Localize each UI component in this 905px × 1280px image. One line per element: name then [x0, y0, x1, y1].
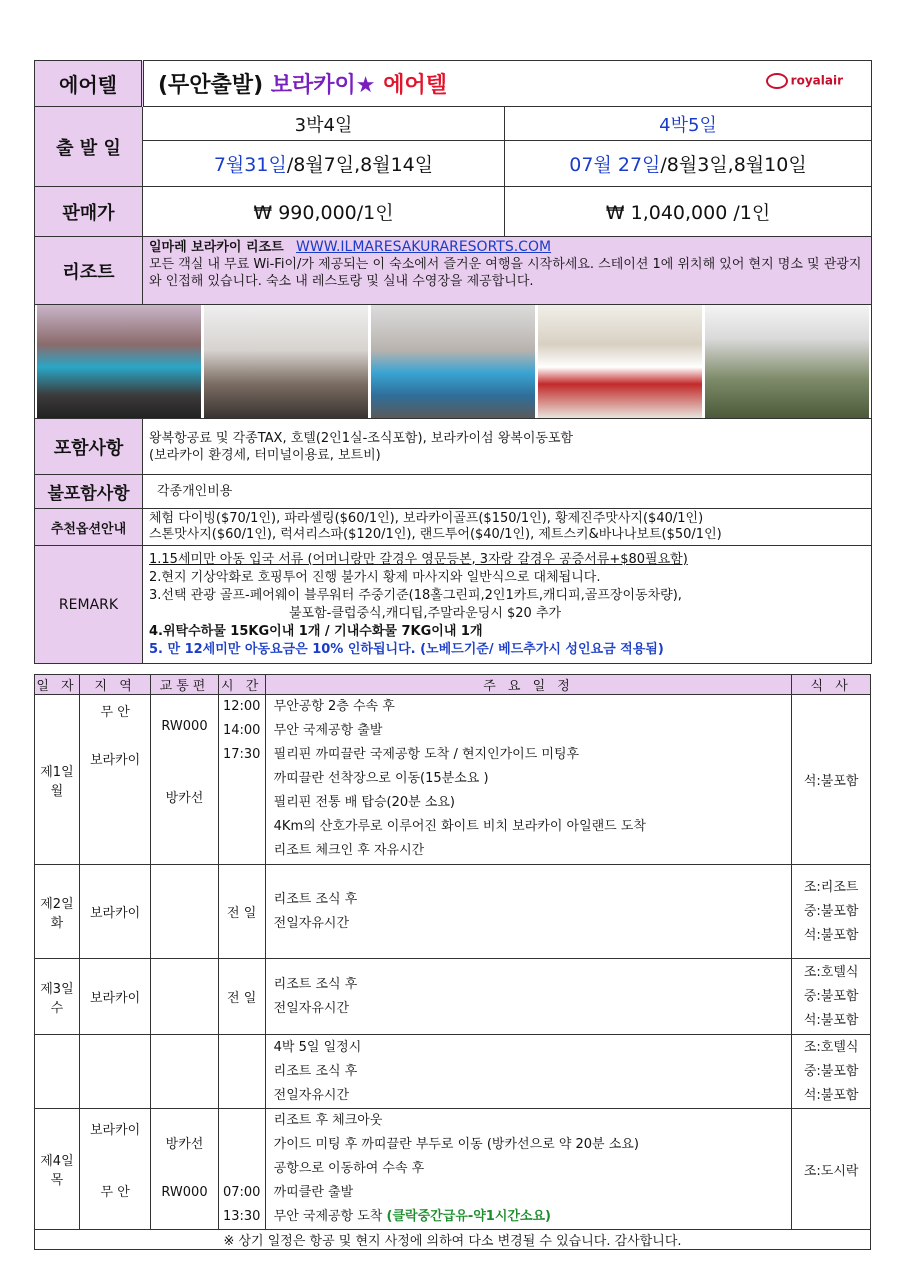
- day3-time: 전 일: [218, 959, 265, 1035]
- departure-label: 출 발 일: [35, 107, 143, 187]
- extra-meal: 조:호텔식 중:불포함 석:불포함: [792, 1035, 871, 1109]
- options-text: 체험 다이빙($70/1인), 파라셀링($60/1인), 보라카이골프($150/1인), 황제진주맛사지($40/1인) 스톤맛사지($60/1인), 럭셔리스파($120/1인), 랜드투어($40/1인), 제트스키&바나나보트($50/1인): [143, 509, 872, 546]
- price-option2: ₩ 1,040,000 /1인: [505, 187, 872, 237]
- excluded-label: 불포함사항: [35, 475, 143, 509]
- day1-label: 제1일 월: [35, 695, 80, 865]
- day2-meal: 조:리조트 중:불포함 석:불포함: [792, 865, 871, 959]
- col-header-time: 시 간: [218, 675, 265, 695]
- day3-transport: [151, 959, 218, 1035]
- resort-photo-5: [705, 305, 869, 418]
- info-table: [34, 60, 872, 664]
- included-text: 왕복항공료 및 각종TAX, 호텔(2인1실-조식포함), 보라카이섬 왕복이동포함 (보라카이 환경세, 터미널이용료, 보트비): [143, 419, 872, 475]
- header-label: 에어텔: [35, 61, 143, 107]
- flyer: [34, 60, 871, 1250]
- day2-transport: [151, 865, 218, 959]
- photo-strip: [35, 305, 872, 419]
- col-header-meal: 식 사: [792, 675, 871, 695]
- resort-photo-1: [37, 305, 201, 418]
- options-label: 추천옵션안내: [35, 509, 143, 546]
- remark-label: REMARK: [35, 546, 143, 664]
- extra-itinerary: 4박 5일 일정시 리조트 조식 후 전일자유시간: [265, 1035, 792, 1109]
- day3-label: 제3일 수: [35, 959, 80, 1035]
- plane-icon: [766, 73, 788, 89]
- day1-transport: RW000 방카선: [151, 695, 218, 865]
- col-header-date: 일 자: [35, 675, 80, 695]
- day1-region: 무 안 보라카이: [79, 695, 150, 865]
- day2-time: 전 일: [218, 865, 265, 959]
- remark-text: 1.15세미만 아동 입국 서류 (어머니랑만 갈경우 영문등본, 3자랑 갈경우 공증서류+$80필요함) 2.현지 기상악화로 호핑투어 진행 불가시 황제 마사지와 일반식으로 대체됩니다. 3.선택 관광 골프-페어웨이 블루워터 주중기준(18홀그린피,2인1카트,캐디피,골프장이동차량), 불포함-클럽중식,캐디팁,주말라운딩시 $20 추가 4.위탁수하물 15KG이내 1개 / 기내수화물 7KG이내 1개 5. 만 12세미만 아동요금은 10% 인하됩니다. (노베드기준/ 베드추가시 성인요금 적용됨): [143, 546, 872, 664]
- resort-photo-4: [538, 305, 702, 418]
- royalair-logo: royalair: [766, 73, 843, 89]
- day3-meal: 조:호텔식 중:불포함 석:불포함: [792, 959, 871, 1035]
- price-label: 판매가: [35, 187, 143, 237]
- schedule-footer-note: ※ 상기 일정은 항공 및 현지 사정에 의하여 다소 변경될 수 있습니다. 감사합니다.: [35, 1230, 871, 1250]
- header-title-cell: [143, 61, 872, 107]
- day2-row: [35, 865, 871, 959]
- day1-row: [35, 695, 871, 865]
- day4-time: 07:00 13:30: [218, 1109, 265, 1230]
- schedule-table: [34, 674, 871, 1250]
- header-title: (무안출발) 보라카이★ 에어텔: [158, 73, 447, 98]
- day4-row: [35, 1109, 871, 1230]
- day2-region: 보라카이: [79, 865, 150, 959]
- day1-meal: 석:불포함: [792, 695, 871, 865]
- day4-meal: 조:도시락: [792, 1109, 871, 1230]
- resort-photo-3: [371, 305, 535, 418]
- day4-transport: 방카선 RW000: [151, 1109, 218, 1230]
- day2-label: 제2일 화: [35, 865, 80, 959]
- col-header-region: 지 역: [79, 675, 150, 695]
- price-option1: ₩ 990,000/1인: [143, 187, 505, 237]
- day3-row: [35, 959, 871, 1035]
- day4-itinerary: 리조트 후 체크아웃 가이드 미팅 후 까띠끌란 부두로 이동 (방카선으로 약 20분 소요) 공항으로 이동하여 수속 후 까띠클란 출발 무안 국제공항 도착 (클락중간급유-약1시간소요): [265, 1109, 792, 1230]
- day3-itinerary: 리조트 조식 후 전일자유시간: [265, 959, 792, 1035]
- option2-title: 4박5일: [505, 107, 872, 141]
- option1-dates: 7월31일/8월7일,8월14일: [143, 141, 505, 187]
- excluded-text: 각종개인비용: [143, 475, 872, 509]
- included-label: 포함사항: [35, 419, 143, 475]
- resort-url-link[interactable]: WWW.ILMARESAKURARESORTS.COM: [296, 239, 552, 255]
- resort-info: 일마레 보라카이 리조트 WWW.ILMARESAKURARESORTS.COM 모든 객실 내 무료 Wi-Fi이/가 제공되는 이 숙소에서 즐거운 여행을 시작하세요. 스테이션 1에 위치해 있어 현지 명소 및 관광지와 인접해 있습니다. 숙소 내 레스토랑 및 실내 수영장을 제공합니다.: [143, 237, 872, 305]
- day1-itinerary: 무안공항 2층 수속 후 무안 국제공항 출발 필리핀 까띠끌란 국제공항 도착 / 현지인가이드 미팅후 까띠끌란 선착장으로 이동(15분소요 ) 필리핀 전통 배 탑승(20분 소요) 4Km의 산호가루로 이루어진 화이트 비치 보라카이 아일랜드 도착 리조트 체크인 후 자유시간: [265, 695, 792, 865]
- day3-region: 보라카이: [79, 959, 150, 1035]
- resort-description: 모든 객실 내 무료 Wi-Fi이/가 제공되는 이 숙소에서 즐거운 여행을 시작하세요. 스테이션 1에 위치해 있어 현지 명소 및 관광지와 인접해 있습니다. 숙소 내 레스토랑 및 실내 수영장을 제공합니다.: [149, 257, 862, 289]
- option1-title: 3박4일: [143, 107, 505, 141]
- day4-region: 보라카이 무 안: [79, 1109, 150, 1230]
- day4-label: 제4일 목: [35, 1109, 80, 1230]
- col-header-transport: 교통편: [151, 675, 218, 695]
- resort-label: 리조트: [35, 237, 143, 305]
- resort-photo-2: [204, 305, 368, 418]
- extra-row: [35, 1035, 871, 1109]
- option2-dates: 07월 27일/8월3일,8월10일: [505, 141, 872, 187]
- day1-time: 12:00 14:00 17:30: [218, 695, 265, 865]
- day2-itinerary: 리조트 조식 후 전일자유시간: [265, 865, 792, 959]
- col-header-itinerary: 주 요 일 정: [265, 675, 792, 695]
